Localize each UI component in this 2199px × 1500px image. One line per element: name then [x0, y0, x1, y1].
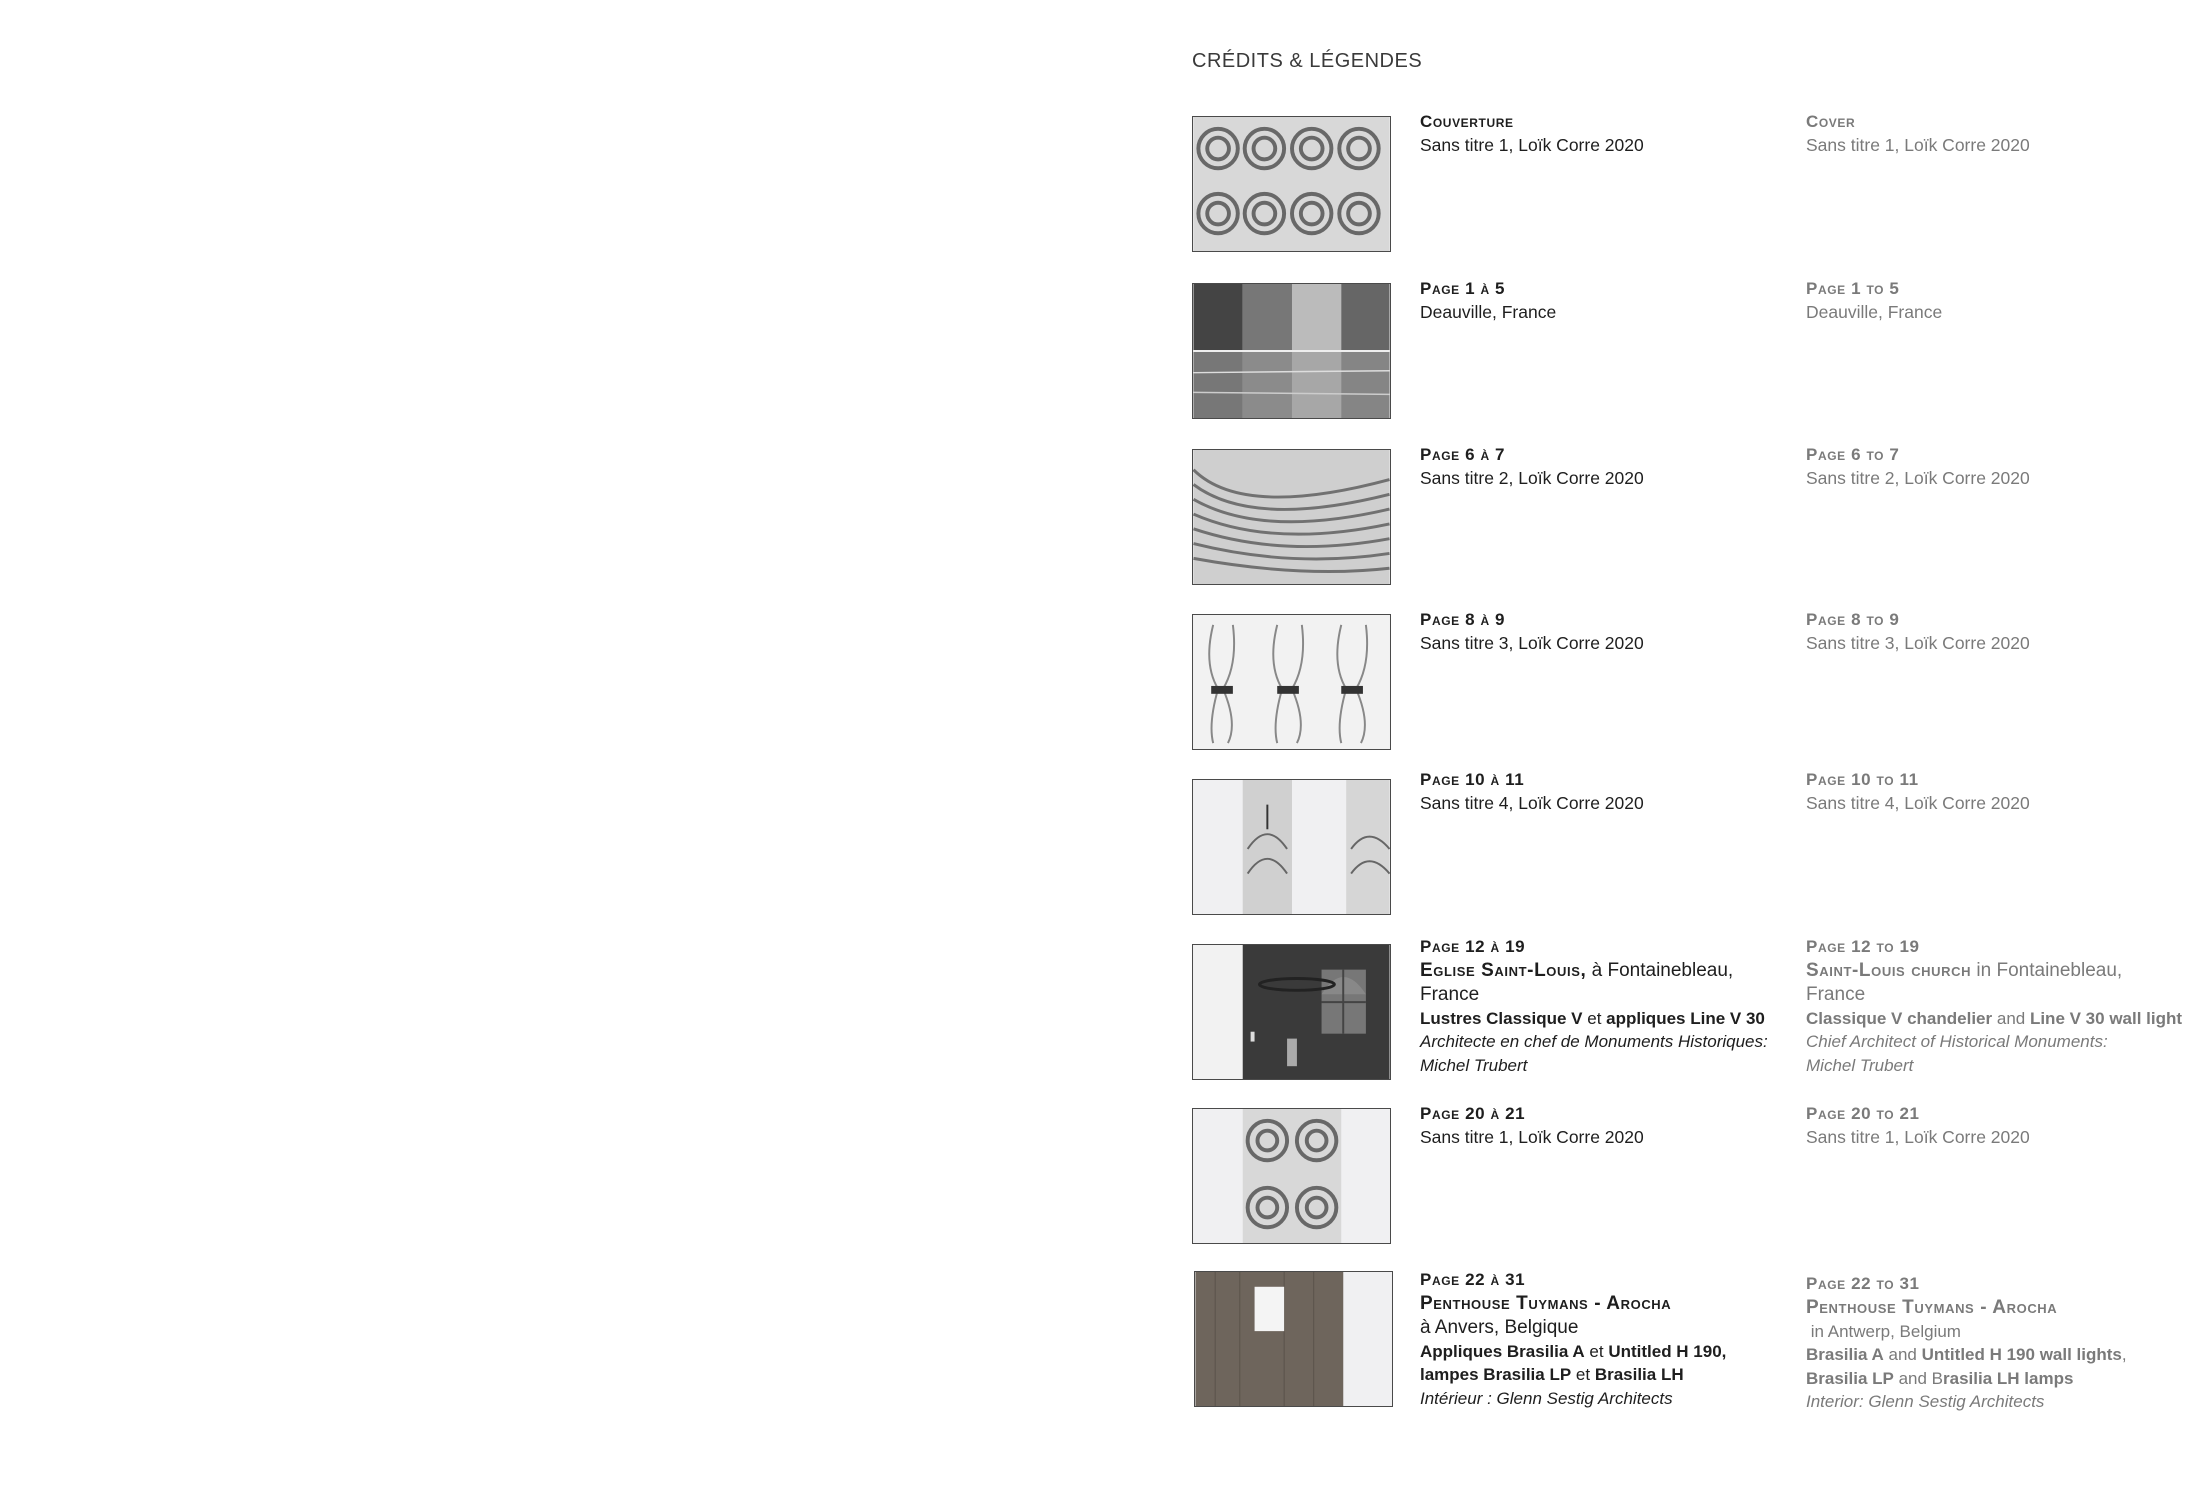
caption-fr-page-22-31 [1420, 1268, 1790, 1410]
caption-heading: Page 8 à 9 [1420, 610, 1506, 629]
ink-circles-image [1193, 117, 1390, 251]
caption-line: Sans titre 1, Loïk Corre 2020 [1806, 134, 2030, 155]
caption-line: Sans titre 1, Loïk Corre 2020 [1806, 1126, 2030, 1147]
product-name: rasilia LH lamps [1943, 1368, 2074, 1388]
caption-heading: Page 6 à 7 [1420, 445, 1506, 464]
caption-heading: Page 6 to 7 [1806, 445, 1900, 464]
caption-credit: Michel Trubert [1806, 1055, 1914, 1075]
product-name: Brasilia A [1806, 1345, 1884, 1364]
caption-line: Sans titre 4, Loïk Corre 2020 [1806, 792, 2030, 813]
caption-line: Deauville, France [1420, 301, 1557, 322]
thumbnail-seascape-photo [1192, 283, 1391, 419]
product-name: Classique V chandelier [1806, 1008, 1993, 1028]
place-location: à Anvers, Belgique [1420, 1316, 1579, 1338]
caption-heading: Page 1 to 5 [1806, 279, 1900, 298]
caption-heading: Page 20 à 21 [1420, 1104, 1526, 1123]
caption-en-cover [1806, 110, 2186, 157]
conjunction: et [1584, 1341, 1609, 1361]
caption-heading: Page 22 to 31 [1806, 1274, 1920, 1293]
caption-heading: Cover [1806, 112, 1856, 131]
wall-lamp-image [1195, 1272, 1392, 1406]
ink-circles-spread-image [1193, 1109, 1390, 1243]
place-location: à Fontainebleau, [1586, 959, 1734, 981]
thumbnail-ink-circles-spread [1192, 1108, 1391, 1244]
product-name: lampes Brasilia LP [1420, 1365, 1572, 1384]
place-name: Eglise Saint-Louis, [1420, 959, 1587, 981]
caption-products [1806, 1343, 2186, 1367]
caption-credit: Intérieur : Glenn Sestig Architects [1420, 1388, 1673, 1408]
place-country: France [1806, 983, 1866, 1005]
caption-products [1806, 1367, 2186, 1391]
conjunction: and B [1893, 1368, 1944, 1388]
conjunction: and [1883, 1345, 1922, 1364]
product-name: Untitled H 190 wall lights [1921, 1345, 2122, 1364]
church-interior-image [1193, 945, 1390, 1079]
caption-heading: Couverture [1420, 112, 1514, 131]
caption-credit: Architecte en chef de Monuments Historiques: [1420, 1032, 1768, 1051]
caption-en-page-6-7 [1806, 443, 2186, 490]
conjunction: et [1582, 1008, 1607, 1028]
caption-line: Sans titre 3, Loïk Corre 2020 [1806, 632, 2030, 653]
place-name: Penthouse Tuymans - Arocha [1420, 1292, 1672, 1314]
product-name: Brasilia LP [1806, 1368, 1894, 1388]
brushstroke-image [1193, 450, 1390, 584]
caption-credit: Michel Trubert [1420, 1055, 1528, 1075]
caption-fr-cover [1420, 110, 1790, 157]
product-name: Appliques Brasilia A [1420, 1341, 1585, 1361]
thumbnail-wall-lamp-photo [1194, 1271, 1393, 1407]
caption-credit: Chief Architect of Historical Monuments: [1806, 1032, 2108, 1051]
caption-fr-page-20-21 [1420, 1102, 1790, 1149]
caption-heading: Page 8 to 9 [1806, 610, 1900, 629]
caption-en-page-22-31 [1806, 1272, 2186, 1414]
caption-fr-page-6-7 [1420, 443, 1790, 490]
caption-fr-page-1-5 [1420, 277, 1790, 324]
product-name: appliques Line V 30 [1606, 1008, 1765, 1028]
caption-products [1420, 1363, 1790, 1387]
thumbnail-tassel-brush-artwork [1192, 614, 1391, 750]
caption-line: Sans titre 1, Loïk Corre 2020 [1420, 134, 1644, 155]
caption-fr-page-12-19 [1420, 935, 1790, 1077]
caption-products [1806, 1007, 2186, 1031]
caption-place [1806, 959, 2186, 983]
caption-en-page-10-11 [1806, 768, 2186, 815]
caption-heading: Page 12 à 19 [1420, 937, 1526, 956]
thumbnail-brushstroke-wave-artwork [1192, 449, 1391, 585]
caption-fr-page-8-9 [1420, 608, 1790, 655]
place-location: in Fontainebleau, [1971, 959, 2123, 981]
conjunction: et [1571, 1365, 1595, 1384]
product-name: Line V 30 wall light [2029, 1008, 2183, 1028]
caption-en-page-20-21 [1806, 1102, 2186, 1149]
caption-heading: Page 1 à 5 [1420, 279, 1506, 298]
place-country: France [1420, 983, 1480, 1005]
thumbnail-vertical-strips-artwork [1192, 779, 1391, 915]
caption-line: Sans titre 1, Loïk Corre 2020 [1420, 1126, 1644, 1147]
caption-heading: Page 20 to 21 [1806, 1104, 1920, 1123]
product-name: Lustres Classique V [1420, 1008, 1583, 1028]
caption-en-page-8-9 [1806, 608, 2186, 655]
place-name: Penthouse Tuymans - Arocha [1806, 1296, 2058, 1318]
caption-products [1420, 1007, 1790, 1031]
caption-fr-page-10-11 [1420, 768, 1790, 815]
caption-line: Deauville, France [1806, 301, 1943, 322]
punctuation: , [2121, 1345, 2127, 1364]
caption-heading: Page 12 to 19 [1806, 937, 1920, 956]
place-name: Saint-Louis church [1806, 959, 1972, 981]
seascape-image [1193, 284, 1390, 418]
caption-line: Sans titre 4, Loïk Corre 2020 [1420, 792, 1644, 813]
page-title: CRÉDITS & LÉGENDES [1192, 50, 1423, 72]
caption-line: Sans titre 2, Loïk Corre 2020 [1806, 467, 2030, 488]
caption-line: Sans titre 3, Loïk Corre 2020 [1420, 632, 1644, 653]
product-name: Brasilia LH [1594, 1365, 1684, 1384]
caption-heading: Page 10 à 11 [1420, 770, 1525, 789]
place-location: in Antwerp, Belgium [1806, 1321, 1961, 1341]
caption-line: Sans titre 2, Loïk Corre 2020 [1420, 467, 1644, 488]
conjunction: and [1992, 1008, 2030, 1028]
thumbnail-ink-circles-artwork [1192, 116, 1391, 252]
caption-credit: Interior: Glenn Sestig Architects [1806, 1392, 2045, 1411]
vertical-strips-image [1193, 780, 1390, 914]
caption-en-page-12-19 [1806, 935, 2186, 1077]
caption-heading: Page 22 à 31 [1420, 1270, 1526, 1289]
thumbnail-church-interior-photo [1192, 944, 1391, 1080]
caption-products [1420, 1340, 1790, 1364]
caption-en-page-1-5 [1806, 277, 2186, 324]
caption-place [1420, 959, 1790, 983]
tassel-brush-image [1193, 615, 1390, 749]
product-name: Untitled H 190, [1608, 1341, 1727, 1361]
caption-heading: Page 10 to 11 [1806, 770, 1919, 789]
